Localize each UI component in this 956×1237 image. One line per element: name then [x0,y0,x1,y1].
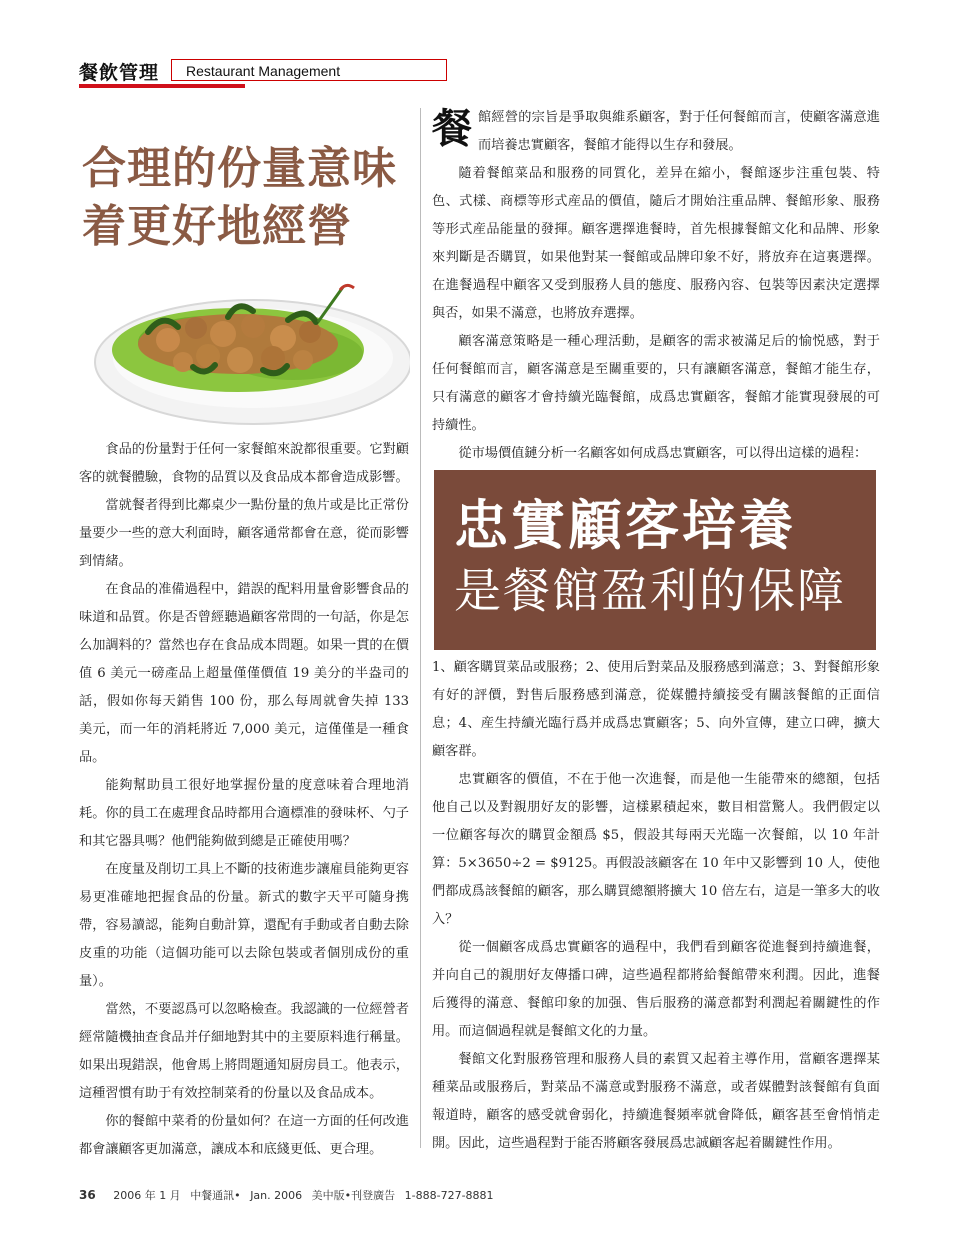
section-header [79,58,379,88]
left-paragraph-3: 在食品的准備過程中，錯誤的配料用量會影響食品的味道和品質。你是否曾經聽過顧客常問的一句話，你是怎么加調料的？當然也存在食品成本問題。如果一貫的在價值 6 美元一磅產品上超量僅僅價值 19 美分的半盎司的話，假如你每天銷售 100 份，那么每周就會失掉 133 美元，而一年的消耗將近 7,000 美元，這僅僅是一種食品。 [79,582,409,765]
right-paragraph-4: 從市場價值鏈分析一名顧客如何成爲忠實顧客，可以得出這樣的過程： [458,446,868,461]
right-paragraph-8: 餐館文化對服務管理和服務人員的素質又起着主導作用，當顧客選擇某種菜品或服務后，對菜品不滿意或對服務不滿意，或者媒體對該餐館有負面報道時，顧客的感受就會弱化，持續進餐頻率就會降低，顧客甚至會悄悄走開。因此，這些過程對于能否將顧客發展爲忠誠顧客起着關鍵性作用。 [432,1052,880,1151]
pull-quote-box [434,470,876,650]
article-title [82,140,417,256]
page-footer [79,1187,500,1203]
left-paragraph-1: 食品的份量對于任何一家餐館來說都很重要。它對顧客的就餐體驗，食物的品質以及食品成本都會造成影響。 [79,442,409,485]
column-divider [420,108,421,1148]
dish-illustration [88,262,410,432]
right-paragraph-1-text: 館經營的宗旨是爭取與維系顧客，對于任何餐館而言，使顧客滿意進而培養忠實顧客，餐館才能得以生存和發展。 [478,110,880,153]
footer-phone: 1-888-727-8881 [404,1189,494,1202]
drop-cap: 餐 [432,105,472,152]
right-column-bottom [432,654,880,1158]
right-paragraph-3: 顧客滿意策略是一種心理活動，是顧客的需求被滿足后的愉悦感，對于任何餐館而言，顧客滿意是至關重要的，只有讓顧客滿意，餐館才能生存，只有滿意的顧客才會持續光臨餐館，成爲忠實顧客，餐館才能實現發展的可持續性。 [432,334,880,433]
right-paragraph-1 [432,104,880,160]
left-paragraph-7: 你的餐館中菜肴的份量如何？在這一方面的任何改進都會讓顧客更加滿意，讓成本和底綫更低、更合理。 [79,1114,409,1157]
footer-publication: 中餐通訊• [190,1189,241,1202]
footer-date-en: Jan. 2006 [250,1189,303,1202]
left-paragraph-6: 當然，不要認爲可以忽略檢查。我認識的一位經營者經常隨機抽查食品并仔細地對其中的主要原料進行稱量。如果出現錯誤，他會馬上將問題通知厨房員工。他表示，這種習慣有助于有效控制菜肴的份量以及食品成本。 [79,1002,409,1101]
article-title-line1: 合理的份量意味 [82,143,397,194]
left-column [79,436,409,1164]
left-paragraph-4: 能夠幫助員工很好地掌握份量的度意味着合理地消耗。你的員工在處理食品時都用合適標准的發味杯、勺子和其它器具嗎？他們能夠做到總是正確使用嗎？ [79,778,409,849]
category-label-zh: 餐飲管理 [79,62,160,84]
left-paragraph-5: 在度量及削切工具上不斷的技術進步讓雇員能夠更容易更准確地把握食品的份量。新式的數字天平可隨身携帶，容易讀認，能夠自動計算，還配有手動或者自動去除皮重的功能（這個功能可以去除包裝或者個別成份的重量）。 [79,862,409,989]
right-column-top [432,104,880,468]
header-accent-bar [79,84,245,88]
pull-quote-line2: 是餐館盈利的保障 [454,564,846,619]
right-paragraph-2: 隨着餐館菜品和服務的同質化，差异在縮小，餐館逐步注重包裝、特色、式樣、商標等形式産品的價值，隨后才開始注重品牌、餐館形象、服務等形式産品能量的發揮。顧客選擇進餐時，首先根據餐館文化和品牌、形象來判斷是否購買，如果他對某一餐館或品牌印象不好，將放弃在這裏選擇。在進餐過程中顧客又受到服務人員的態度、服務內容、包裝等因素決定選擇與否，如果不滿意，也將放弃選擇。 [432,166,880,321]
footer-edition: 美中版•刊登廣告 [311,1189,396,1202]
article-title-line2: 着更好地經營 [82,201,352,252]
dish-photo [88,262,410,432]
page-number: 36 [79,1188,96,1202]
right-paragraph-6: 忠實顧客的價值，不在于他一次進餐，而是他一生能帶來的總額，包括他自己以及對親朋好友的影響，這樣累積起來，數目相當驚人。我們假定以一位顧客每次的購買金額爲 $5，假設其每兩天光臨一次餐館，以 10 年計算：5×3650÷2 = $9125。再假設該顧客在 10 年中又影響到 10 人，使他們都成爲該餐館的顧客，那么購買總額將擴大 10 倍左右，這是一筆多大的收入？ [432,772,880,927]
left-paragraph-2: 當就餐者得到比鄰桌少一點份量的魚片或是比正常份量要少一些的意大利面時，顧客通常都會在意，從而影響到情緒。 [79,498,409,569]
right-paragraph-7: 從一個顧客成爲忠實顧客的過程中，我們看到顧客從進餐到持續進餐，并向自己的親朋好友傳播口碑，這些過程都將給餐館帶來利潤。因此，進餐后獲得的滿意、餐館印象的加强、售后服務的滿意都對利潤起着關鍵性的作用。而這個過程就是餐館文化的力量。 [432,940,880,1039]
right-paragraph-5: 1、顧客購買菜品或服務；2、使用后對菜品及服務感到滿意；3、對餐館形象有好的評價，對售后服務感到滿意，從媒體持續接受有關該餐館的正面信息；4、産生持續光臨行爲并成爲忠實顧客；5、向外宣傳，建立口碑，擴大顧客群。 [432,660,880,759]
pull-quote-line1: 忠實顧客培養 [454,493,796,557]
category-label-en: Restaurant Management [171,59,447,81]
footer-date-zh: 2006 年 1 月 [113,1189,181,1202]
